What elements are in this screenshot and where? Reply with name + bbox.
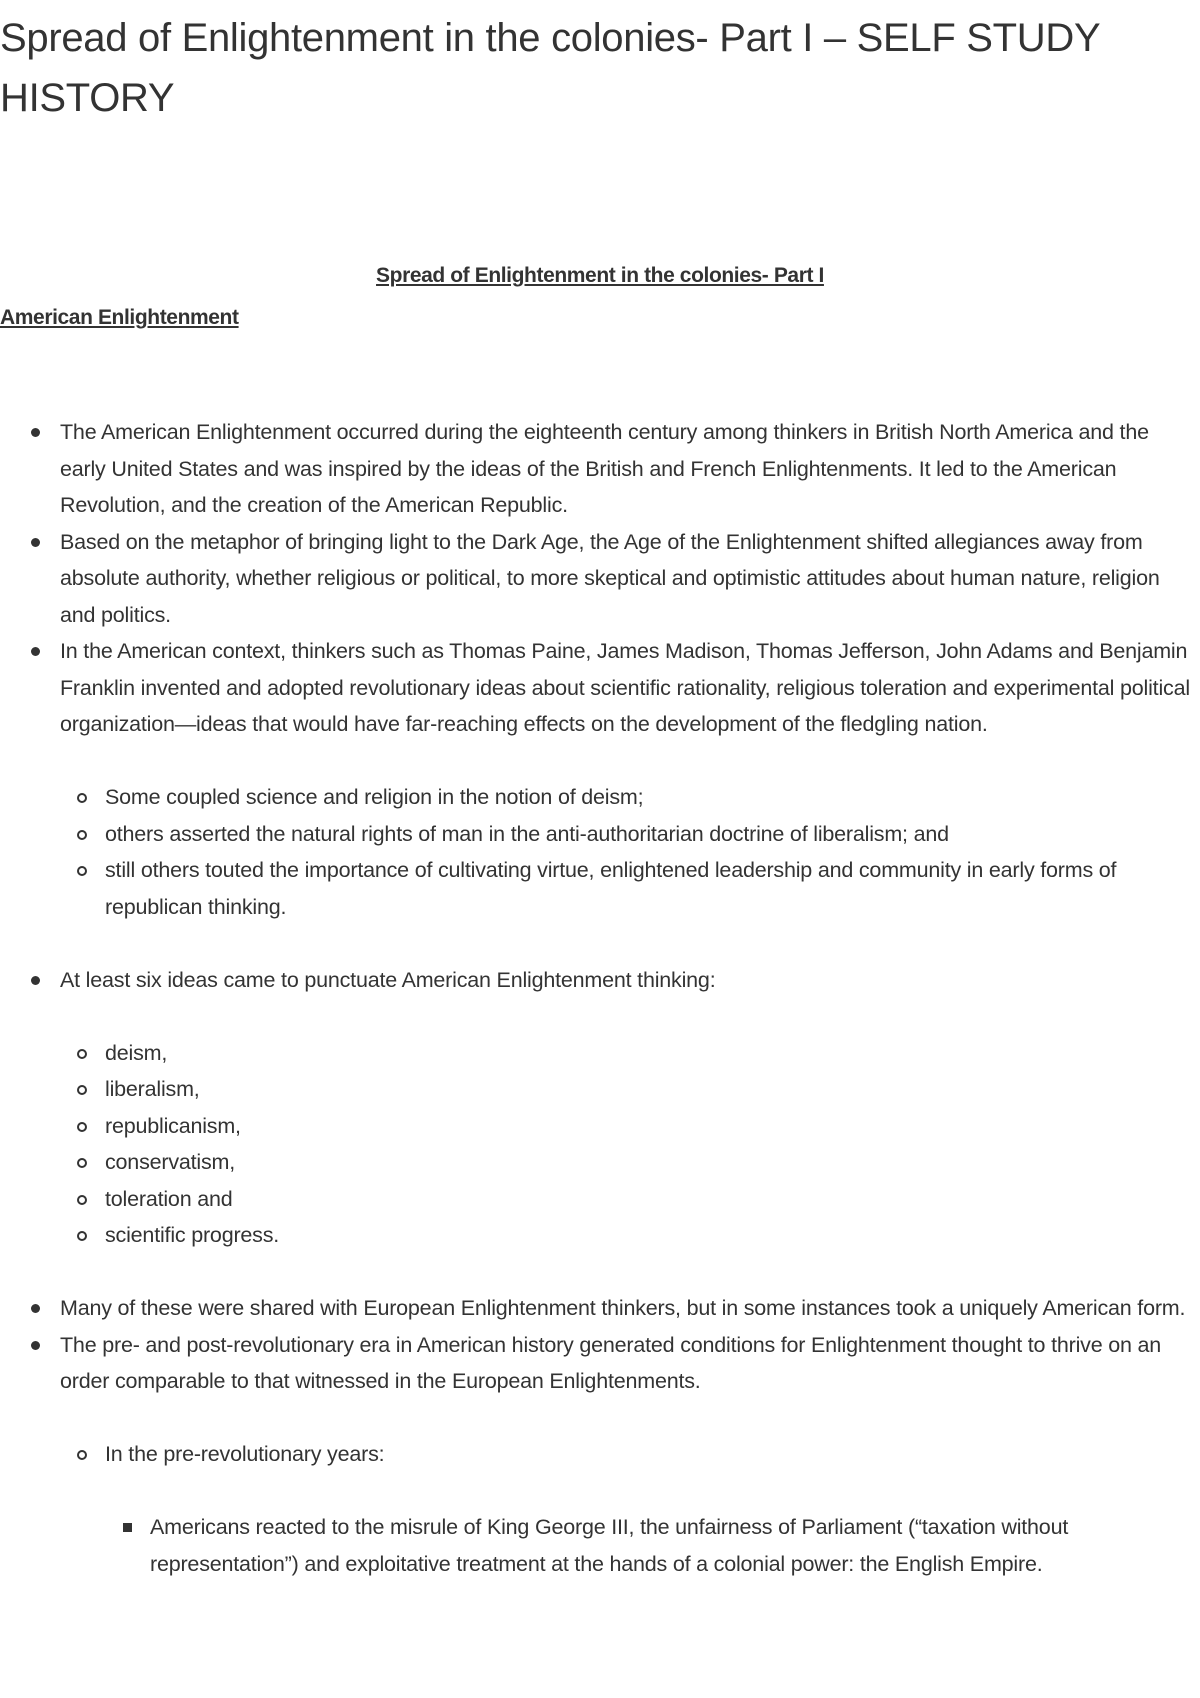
list-item [0,633,1200,925]
bullet-icon [31,1341,40,1350]
sub-list-item [60,779,1196,816]
list-item-text: scientific progress. [105,1223,280,1247]
list-item [0,414,1200,524]
circle-bullet-icon [77,1049,87,1059]
sub-list-item [60,1071,1196,1108]
circle-bullet-icon [77,866,87,876]
square-bullet-icon [123,1523,132,1532]
bullet-icon [31,428,40,437]
sub-sub-list [105,1509,1196,1582]
list-item-text: The pre- and post-revolutionary era in American history generated conditions for Enlightenment thought to thrive on an order comparable to that witnessed in the European Enlightenments. [60,1332,1162,1393]
sub-list-item [60,1436,1196,1582]
list-item-text: Based on the metaphor of bringing light to the Dark Age, the Age of the Enlightenment shifted allegiances away from absolute authority, whether religious or political, to more skeptical and optimistic attitudes about human nature, religion and politics. [60,529,1160,627]
list-item-text: Some coupled science and religion in the notion of deism; [105,785,644,809]
sub-sub-list-item [105,1509,1196,1582]
list-item-text: republicanism, [105,1113,241,1138]
circle-bullet-icon [77,1122,87,1132]
list-item [0,962,1200,1254]
sub-list-item [60,1181,1196,1218]
list-item-text: In the pre-revolutionary years: [105,1442,385,1466]
list-item-text: still others touted the importance of cultivating virtue, enlightened leadership and community in early forms of republican thinking. [105,858,1117,919]
sub-list [60,779,1196,925]
article-heading: Spread of Enlightenment in the colonies- Part I [376,264,824,287]
circle-bullet-icon [77,793,87,803]
bullet-icon [31,1304,40,1313]
list-item-text: conservatism, [105,1150,236,1174]
circle-bullet-icon [77,1158,87,1168]
article-body [0,414,1200,1619]
six-ideas-list [60,1035,1196,1254]
bullet-icon [31,538,40,547]
list-item [0,1327,1200,1583]
sub-list [60,1436,1196,1582]
bullet-icon [31,976,40,985]
section-heading: American Enlightenment [0,306,239,329]
list-item-text: Americans reacted to the misrule of King George III, the unfairness of Parliament (“taxation without representation”) and exploitative treatment at the hands of a colonial power: the English Empire. [150,1515,1069,1576]
circle-bullet-icon [77,1195,87,1205]
list-item [0,1290,1200,1327]
sub-list-item [60,852,1196,925]
list-item [0,524,1200,634]
list-item-text: The American Enlightenment occurred during the eighteenth century among thinkers in British North America and the early United States and was inspired by the ideas of the British and French Enlightenments. It led to the American Revolution, and the creation of the American Republic. [60,420,1149,517]
list-item-text: toleration and [105,1186,233,1211]
page-title: Spread of Enlightenment in the colonies- Part I – SELF STUDY HISTORY [0,16,1100,120]
circle-bullet-icon [77,830,87,840]
main-list [0,414,1200,1582]
sub-list-item [60,1144,1196,1181]
sub-list-item [60,816,1196,853]
circle-bullet-icon [77,1450,87,1460]
list-item-text: liberalism, [105,1077,200,1101]
circle-bullet-icon [77,1085,87,1095]
list-item-text: deism, [105,1040,168,1065]
sub-list-item [60,1217,1196,1254]
sub-list-item [60,1035,1196,1072]
bullet-icon [31,647,40,656]
list-item-text: At least six ideas came to punctuate American Enlightenment thinking: [60,967,716,992]
list-item-text: In the American context, thinkers such as Thomas Paine, James Madison, Thomas Jefferson, John Adams and Benjamin Franklin invented and adopted revolutionary ideas about scientific rationality, religious toleration and experimental political organization—ideas that would have far-reaching effects on the development of the fledgling nation. [60,639,1190,736]
list-item-text: Many of these were shared with European Enlightenment thinkers, but in some instances took a uniquely American form. [60,1296,1186,1320]
list-item-text: others asserted the natural rights of man in the anti-authoritarian doctrine of liberalism; and [105,821,949,846]
sub-list-item [60,1108,1196,1145]
circle-bullet-icon [77,1231,87,1241]
